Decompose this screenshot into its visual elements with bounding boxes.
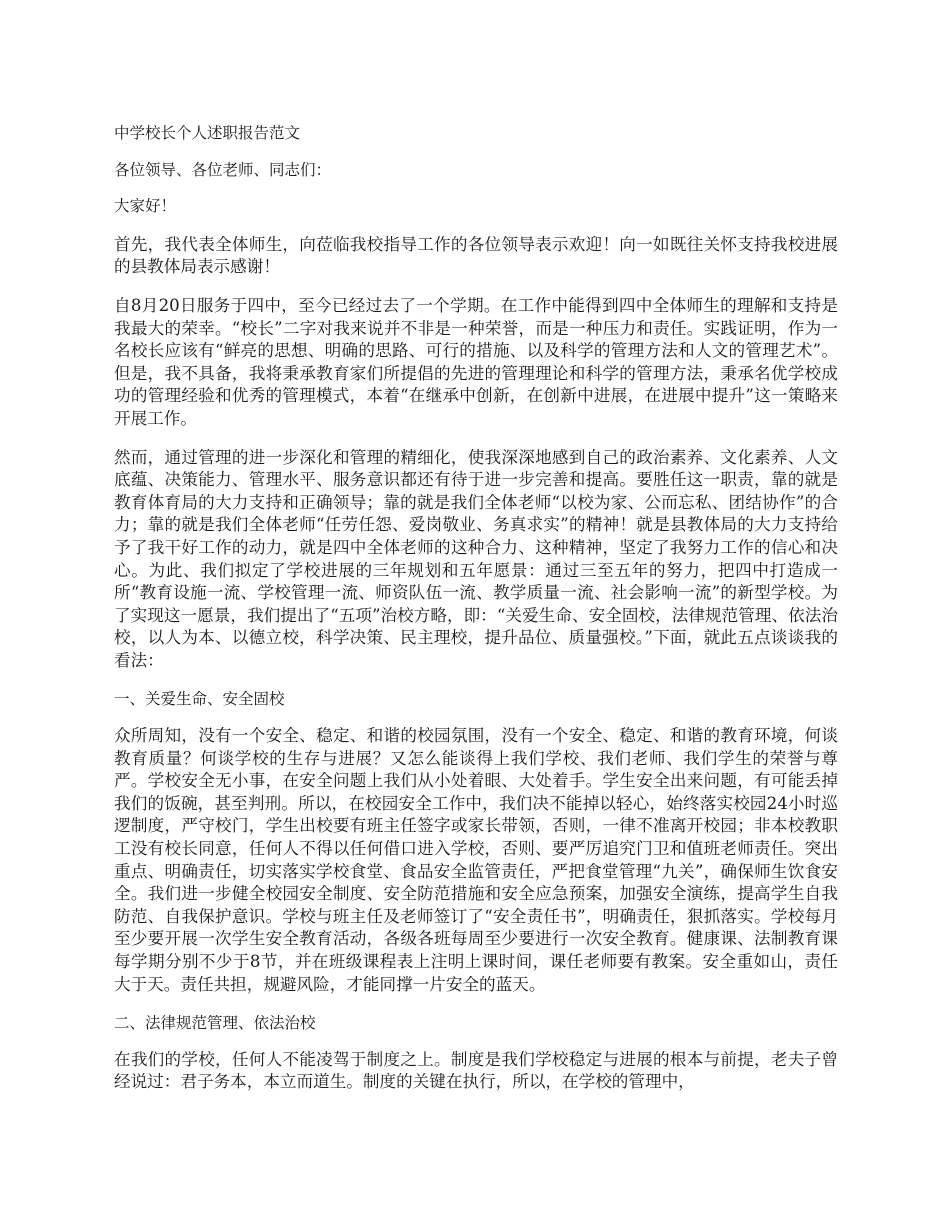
greeting: 各位领导、各位老师、同志们： bbox=[114, 160, 332, 179]
hello-line: 大家好！ bbox=[114, 197, 177, 216]
section-heading-1: 一、关爱生命、安全固校 bbox=[114, 690, 285, 709]
document-title: 中学校长个人述职报告范文 bbox=[114, 124, 301, 142]
paragraph-safety: 众所周知，没有一个安全、稳定、和谐的校园氛围，没有一个安全、稳定、和谐的教育环境，何谈教育质量？何谈学校的生存与进展？又怎么能谈得上我们学校、我们老师、我们学生的荣誉与尊严。学校安全无小事，在安全问题上我们从小处着眼、大处着手。学生安全出来问题，有可能丢掉我们的饭碗，甚至判刑。所以，在校园安全工作中，我们决不能掉以轻心，始终落实校园24小时巡逻制度，严守校门，学生出校要有班主任签字或家长带领，否则，一律不准离开校园；非本校教职工没有校长同意，任何人不得以任何借口进入学校，否则、要严厉追究门卫和值班老师责任。突出重点、明确责任，切实落实学校食堂、食品安全监管责任，严把食堂管理“九关”，确保师生饮食安全。我们进一步健全校园安全制度、安全防范措施和安全应急预案，加强安全演练，提高学生自我防范、自我保护意识。学校与班主任及老师签订了“安全责任书”，明确责任，狠抓落实。学校每月至少要开展一次学生安全教育活动，各级各班每周至少要进行一次安全教育。健康课、法制教育课每学期分别不少于8节，并在班级课程表上注明上课时间，课任老师要有教案。安全重如山，责任大于天。责任共担，规避风险，才能同撑一片安全的蓝天。 bbox=[114, 726, 838, 994]
document-page bbox=[114, 122, 838, 1110]
section-heading-2: 二、法律规范管理、依法治校 bbox=[114, 1014, 316, 1033]
paragraph-intro: 自8月20日服务于四中，至今已经过去了一个学期。在工作中能得到四中全体师生的理解和支持是我最大的荣幸。“校长”二字对我来说并不非是一种荣誉，而是一种压力和责任。实践证明，作为一名校长应该有“鲜亮的思想、明确的思路、可行的措施、以及科学的管理方法和人文的管理艺术”。但是，我不具备，我将秉承教育家们所提倡的先进的管理理论和科学的管理方法，秉承名优学校成功的管理经验和优秀的管理模式，本着“在继承中创新，在创新中进展，在进展中提升”这一策略来开展工作。 bbox=[114, 295, 838, 428]
paragraph-welcome: 首先，我代表全体师生，向莅临我校指导工作的各位领导表示欢迎！向一如既往关怀支持我校进展的县教体局表示感谢！ bbox=[114, 234, 838, 277]
paragraph-law: 在我们的学校，任何人不能凌驾于制度之上。制度是我们学校稳定与进展的根本与前提，老夫子曾经说过：君子务本，本立而道生。制度的关键在执行，所以，在学校的管理中， bbox=[114, 1049, 838, 1092]
paragraph-vision: 然而，通过管理的进一步深化和管理的精细化，使我深深地感到自己的政治素养、文化素养、人文底蕴、决策能力、管理水平、服务意识都还有待于进一步完善和提高。要胜任这一职责，靠的就是教育体育局的大力支持和正确领导；靠的就是我们全体老师“以校为家、公而忘私、团结协作”的合力；靠的就是我们全体老师“任劳任怨、爱岗敬业、务真求实”的精神！就是县教体局的大力支持给予了我干好工作的动力，就是四中全体老师的这种合力、这种精神，坚定了我努力工作的信心和决心。为此、我们拟定了学校进展的三年规划和五年愿景：通过三至五年的努力，把四中打造成一所“教育设施一流、学校管理一流、师资队伍一流、教学质量一流、社会影响一流”的新型学校。为了实现这一愿景，我们提出了“五项”治校方略，即：“关爱生命、安全固校，法律规范管理、依法治校，以人为本、以德立校，科学决策、民主理校，提升品位、质量强校。”下面，就此五点谈谈我的看法： bbox=[114, 447, 838, 670]
